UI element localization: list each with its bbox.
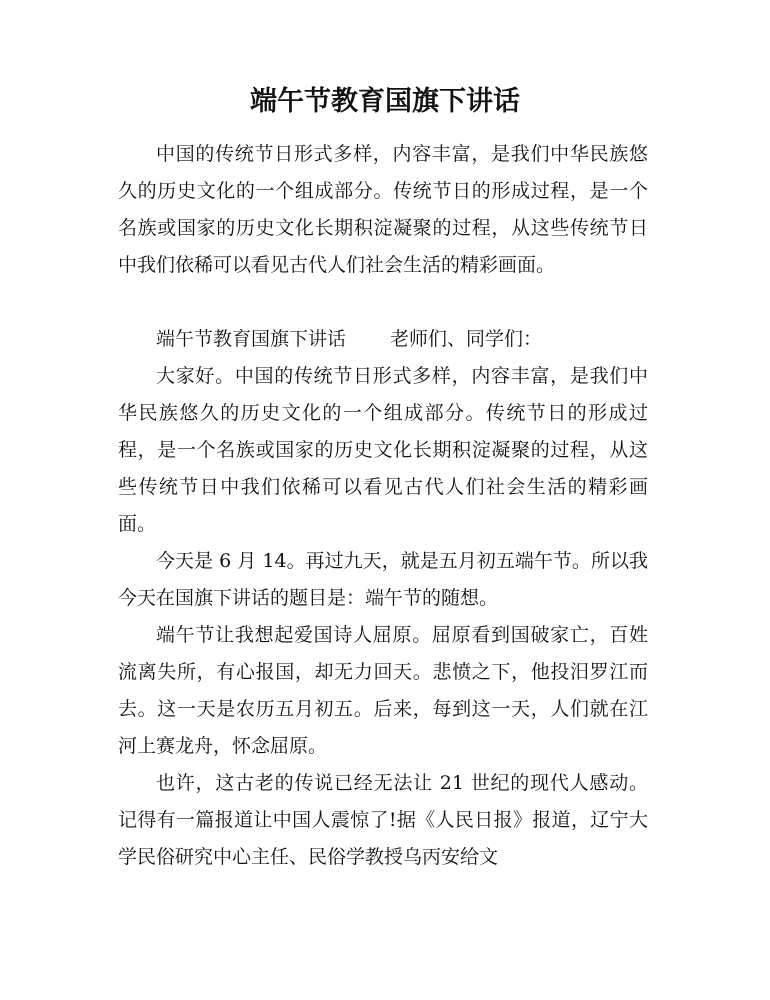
body-paragraph-4: 也许，这古老的传说已经无法让 21 世纪的现代人感动。记得有一篇报道让中国人震惊了!据《人民日报》报道，辽宁大学民俗研究中心主任、民俗学教授乌丙安给文: [118, 772, 648, 868]
document-title: 端午节教育国旗下讲话: [250, 86, 520, 117]
body-paragraph-2: 今天是 6 月 14。再过九天，就是五月初五端午节。所以我今天在国旗下讲话的题目是：端午节的随想。: [118, 550, 648, 609]
heading-line-paragraph: [118, 321, 648, 358]
body-paragraph-1: 大家好。中国的传统节日形式多样，内容丰富，是我们中华民族悠久的历史文化的一个组成部分。传统节日的形成过程，是一个名族或国家的历史文化长期积淀凝聚的过程，从这些传统节日中我们依稀可以看见古代人们社会生活的精彩画面。: [118, 365, 648, 535]
document-body: [118, 136, 648, 876]
body-paragraph-3: 端午节让我想起爱国诗人屈原。屈原看到国破家亡，百姓流离失所，有心报国，却无力回天。悲愤之下，他投汨罗江而去。这一天是农历五月初五。后来，每到这一天，人们就在江河上赛龙舟，怀念屈原。: [118, 624, 648, 757]
intro-paragraph: 中国的传统节日形式多样，内容丰富，是我们中华民族悠久的历史文化的一个组成部分。传统节日的形成过程，是一个名族或国家的历史文化长期积淀凝聚的过程，从这些传统节日中我们依稀可以看见古代人们社会生活的精彩画面。: [118, 143, 648, 276]
paragraph-spacer: [118, 284, 648, 321]
heading-line: 端午节教育国旗下讲话: [156, 328, 347, 350]
salutation: 老师们、同学们：: [390, 328, 543, 350]
